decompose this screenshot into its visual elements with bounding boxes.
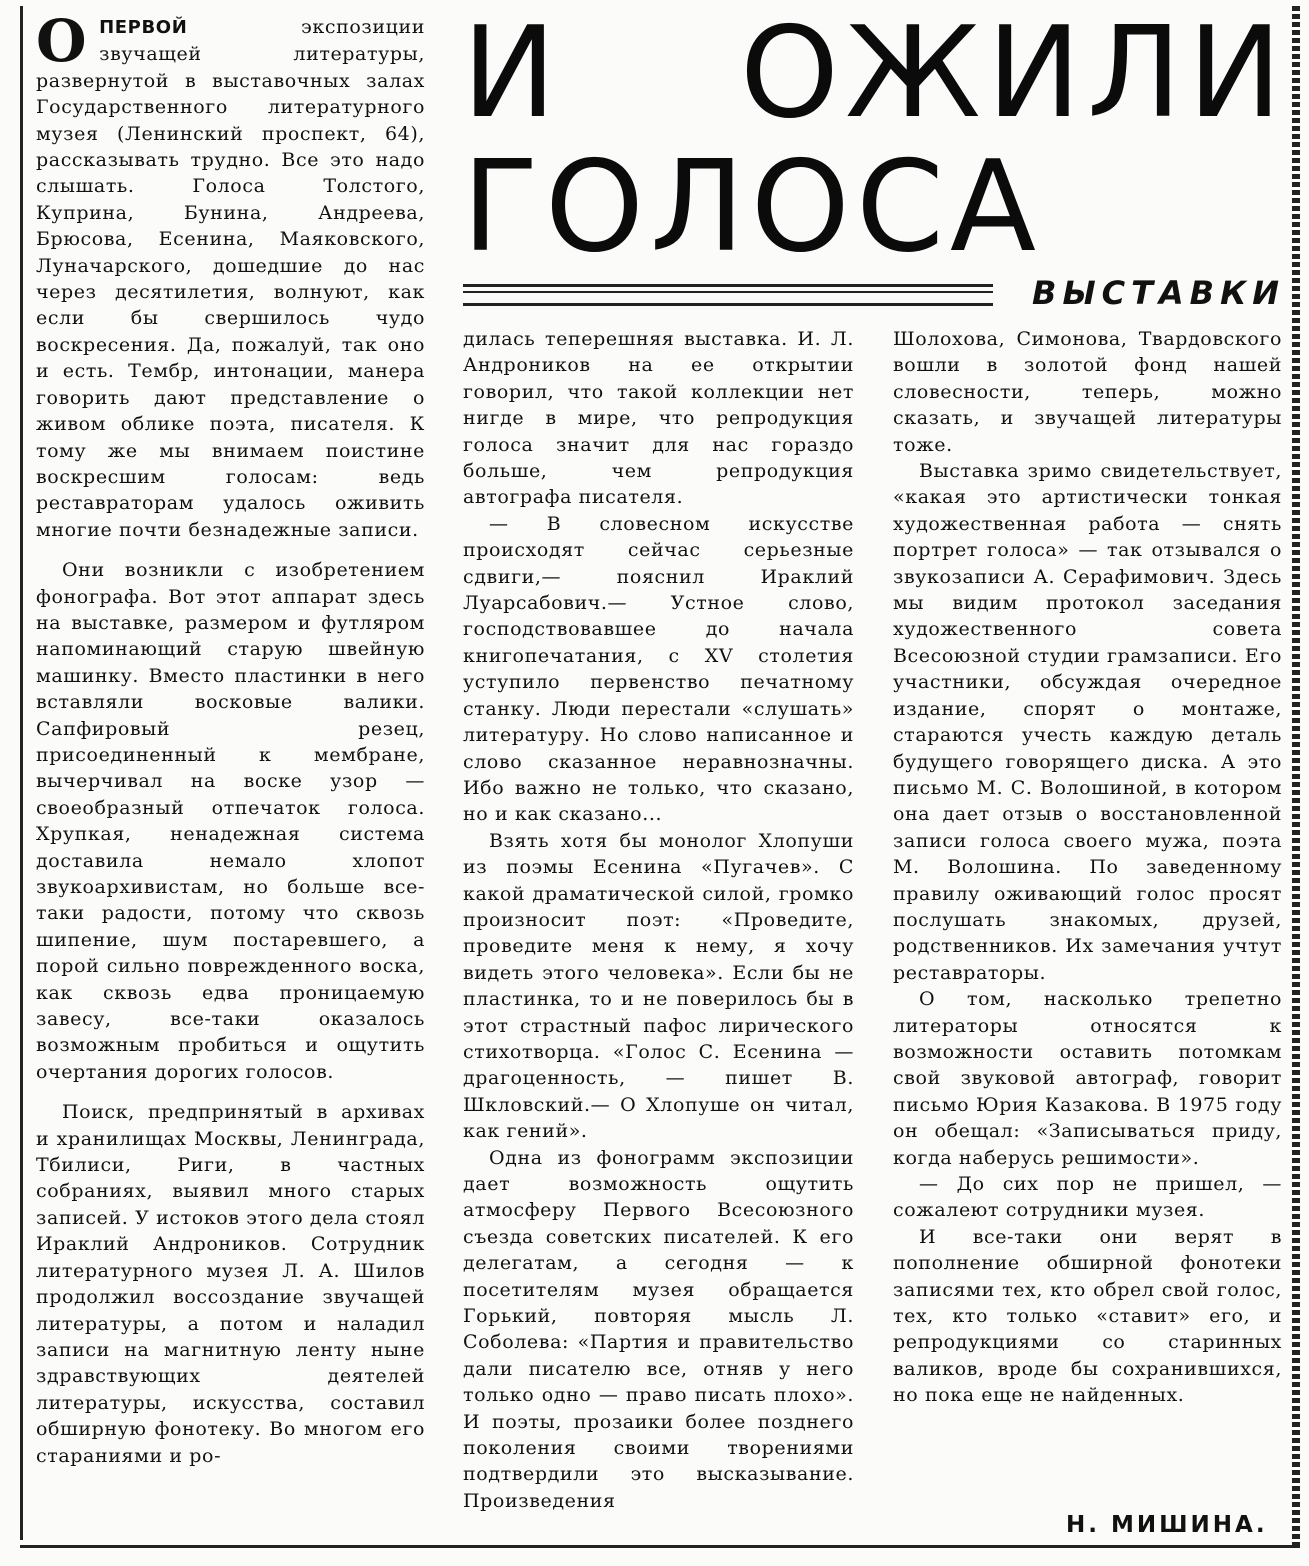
- article-paragraph: Поиск, предпринятый в архивах и хранилищах Москвы, Ленинграда, Тбилиси, Риги, в частных собраниях, выявил много старых записей. У истоков этого дела стоял Ираклий Андроников. Сотрудник литературного музея Л. А. Шилов продолжил воссоздание звучащей литературы, а потом и наладил записи на магнитную ленту ныне здравствующих деятелей литературы, искусства, составил обширную фонотеку. Во многом его стараниями и ро-: [36, 1101, 425, 1467]
- article-paragraph: [36, 7, 425, 543]
- article-column-3: [893, 326, 1282, 1409]
- left-border-rule: [20, 6, 23, 1540]
- article-paragraph: Взять хотя бы монолог Хлопуши из поэмы Есенина «Пугачев». С какой драматической силой, громко произносит поэт: «Проведите, проведите меня к нему, я хочу видеть этого человека». Если бы не пластинка, то и не поверилось бы в этот страстный пафос лирического стихотворца. «Голос С. Есенина — драгоценность, — пишет В. Шкловский.— О Хлопуше он читал, как гений».: [463, 829, 854, 1143]
- headline-line-1: И ОЖИЛИ: [462, 0, 1288, 146]
- article-paragraph: — В словесном искусстве происходят сейчас серьезные сдвиги,— пояснил Ираклий Луарсабович.— Устное слово, господствовавшее до начала книгопечатания, с XV столетия уступило первенство печатному станку. Люди перестали «слушать» литературу. Но слово написанное и слово сказанное неравнозначны. Ибо важно не только, что сказано, но и как сказано...: [463, 512, 854, 826]
- article-paragraph: Выставка зримо свидетельствует, «какая это артистически тонкая художественная работа — снять портрет голоса» — так отзывался о звукозаписи А. Серафимович. Здесь мы видим протокол заседания художественного совета Всесоюзной студии грамзаписи. Его участники, обсуждая очередное издание, спорят о монтаже, стараются учесть каждую деталь будущего говорящего диска. А это письмо М. С. Волошиной, в котором она дает отзыв о восстановленной записи голоса своего мужа, поэта М. Волошина. По заведенному правилу оживающий голос просят послушать знакомых, друзей, родственников. Их замечания учтут реставраторы.: [893, 460, 1282, 984]
- rubric-row: [463, 276, 1285, 310]
- drop-cap: О: [36, 7, 88, 75]
- article-column-2: [463, 326, 854, 1514]
- author-signature: Н. МИШИНА.: [1066, 1512, 1268, 1538]
- article-paragraph: Шолохова, Симонова, Твардовского вошли в золотой фонд нашей словесности, теперь, можно сказать, и звучащей литературы тоже.: [893, 328, 1282, 456]
- article-paragraph: дилась теперешняя выставка. И. Л. Андроников на ее открытии говорил, что такой коллекции нет нигде в мире, что репродукция голоса значит для нас гораздо больше, чем репродукция автографа писателя.: [463, 328, 854, 509]
- rubric-lines: [463, 284, 993, 306]
- article-paragraph: И все-таки они верят в пополнение обширной фонотеки записями тех, кто обрел свой голос, тех, кто только «ставит» его, и репродукциями со старинных валиков, вроде бы сохранившихся, но пока еще не найденных.: [893, 1225, 1282, 1407]
- lead-word: ПЕРВОЙ: [99, 17, 188, 38]
- paragraph-text: экспозиции звучащей литературы, развернутой в выставочных залах Государственного литературного музея (Ленинский проспект, 64), рассказывать трудно. Все это надо слышать. Голоса Толстого, Куприна, Бунина, Андреева, Брюсова, Есенина, Маяковского, Луначарского, дошедшие до нас через десятилетия, волнуют, как если бы свершилось чудо воскресения. Да, пожалуй, так оно и есть. Тембр, интонации, манера говорить дают представление о живом облике поэта, писателя. К тому же мы внимаем поистине воскресшим голосам: ведь реставраторам удалось оживить многие почти безнадежные записи.: [36, 16, 425, 541]
- headline: [462, 0, 1288, 280]
- rubric-label: ВЫСТАВКИ: [1032, 274, 1285, 312]
- article-paragraph: О том, насколько трепетно литераторы относятся к возможности оставить потомкам свой звуковой автограф, говорит письмо Юрия Казакова. В 1975 году он обещал: «Записываться приду, когда наберусь решимости».: [893, 988, 1282, 1169]
- headline-line-2: ГОЛОСА: [462, 133, 1043, 280]
- article-paragraph: — До сих пор не пришел, — сожалеют сотрудники музея.: [893, 1173, 1282, 1222]
- article-paragraph: Они возникли с изобретением фонографа. Вот этот аппарат здесь на выставке, размером и футляром напоминающий старую швейную машинку. Вместо пластинки в него вставляли восковые валики. Сапфировый резец, присоединенный к мембране, вычерчивал на воске узор — своеобразный отпечаток голоса. Хрупкая, ненадежная система доставила немало хлопот звукоархивистам, но больше все-таки радости, потому что сквозь шипение, шум постаревшего, а порой сильно поврежденного воска, как сквозь едва проницаемую завесу, все-таки оказалось возможным пробиться и ощутить очертания дорогих голосов.: [36, 559, 425, 1083]
- right-border-rule: [1292, 6, 1300, 1546]
- article-column-1: [36, 7, 425, 1469]
- article-paragraph: Одна из фонограмм экспозиции дает возможность ощутить атмосферу Первого Всесоюзного съезда советских писателей. К его делегатам, а сегодня — к посетителям музея обращается Горький, повторяя мысль Л. Соболева: «Партия и правительство дали писателю все, отняв у него только одно — право писать плохо». И поэты, прозаики более позднего поколения своими творениями подтвердили это высказывание. Произведения: [463, 1146, 854, 1512]
- bottom-border-rule: [20, 1545, 1300, 1548]
